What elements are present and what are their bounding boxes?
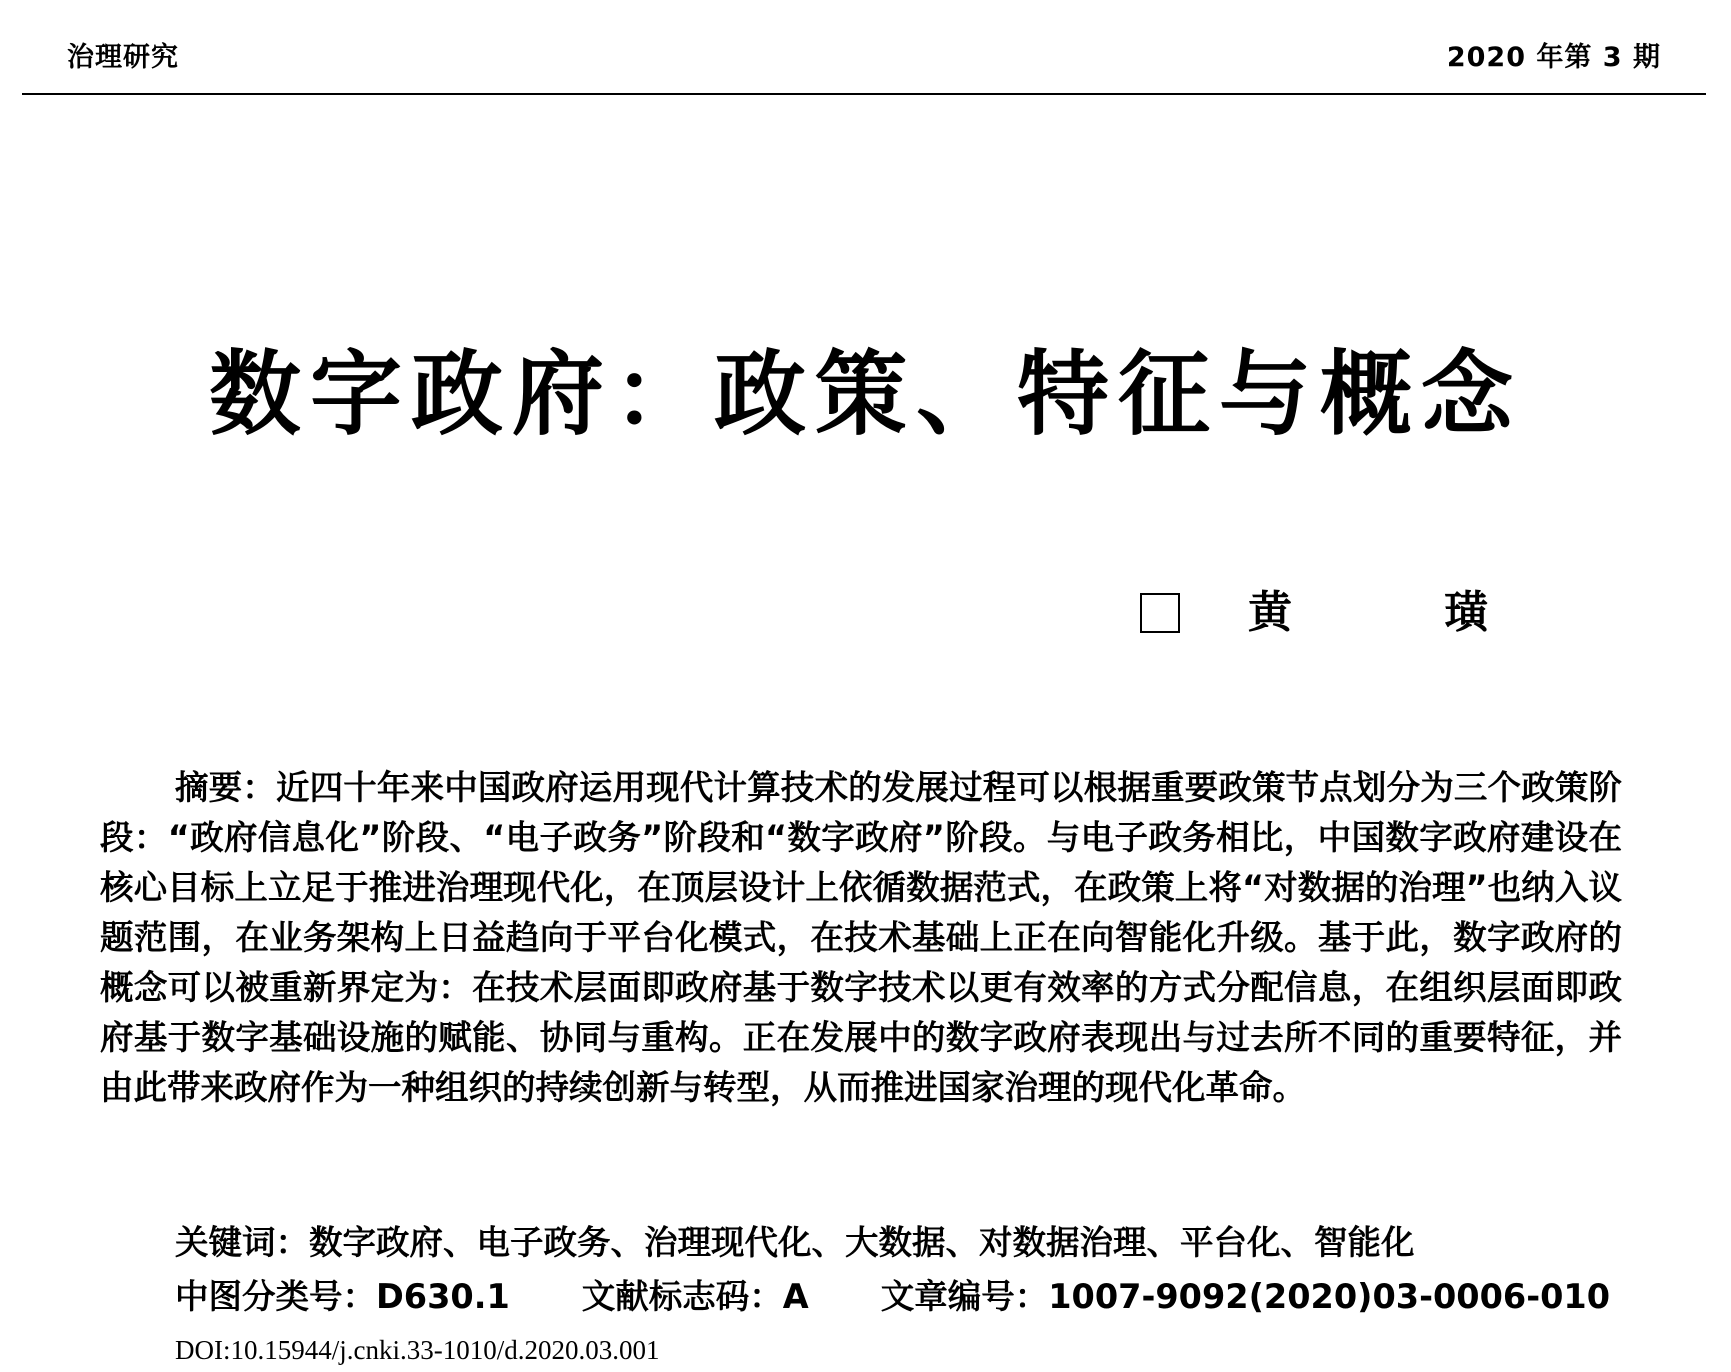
issue-info: 2020 年第 3 期 bbox=[1446, 42, 1661, 73]
paper-title: 数字政府：政策、特征与概念 bbox=[208, 341, 1522, 448]
journal-name: 治理研究 bbox=[67, 42, 179, 73]
keywords: 关键词：数字政府、电子政务、治理现代化、大数据、对数据治理、平台化、智能化 bbox=[175, 1223, 1415, 1262]
classification-line bbox=[175, 1272, 1610, 1322]
clc-number: 中图分类号：D630.1 bbox=[175, 1277, 510, 1316]
abstract: 摘要：近四十年来中国政府运用现代计算技术的发展过程可以根据重要政策节点划分为三个政策阶段：“政府信息化”阶段、“电子政务”阶段和“数字政府”阶段。与电子政务相比，中国数字政府建设在核心目标上立足于推进治理现代化，在顶层设计上依循数据范式，在政策上将“对数据的治理”也纳入议题范围，在业务架构上日益趋向于平台化模式，在技术基础上正在向智能化升级。基于此，数字政府的概念可以被重新界定为：在技术层面即政府基于数字技术以更有效率的方式分配信息，在组织层面即政府基于数字基础设施的赋能、协同与重构。正在发展中的数字政府表现出与过去所不同的重要特征，并由此带来政府作为一种组织的持续创新与转型，从而推进国家治理的现代化革命。 bbox=[100, 768, 1622, 1107]
doi: DOI:10.15944/j.cnki.33-1010/d.2020.03.001 bbox=[175, 1335, 660, 1365]
document-code: 文献标志码：A bbox=[581, 1277, 809, 1316]
author-byline bbox=[1140, 588, 1542, 638]
running-header bbox=[22, 0, 1706, 95]
square-marker-icon bbox=[1140, 593, 1180, 633]
article-number: 文章编号：1007-9092(2020)03-0006-010 bbox=[880, 1277, 1611, 1316]
author-name: 黄 璜 bbox=[1248, 587, 1542, 638]
